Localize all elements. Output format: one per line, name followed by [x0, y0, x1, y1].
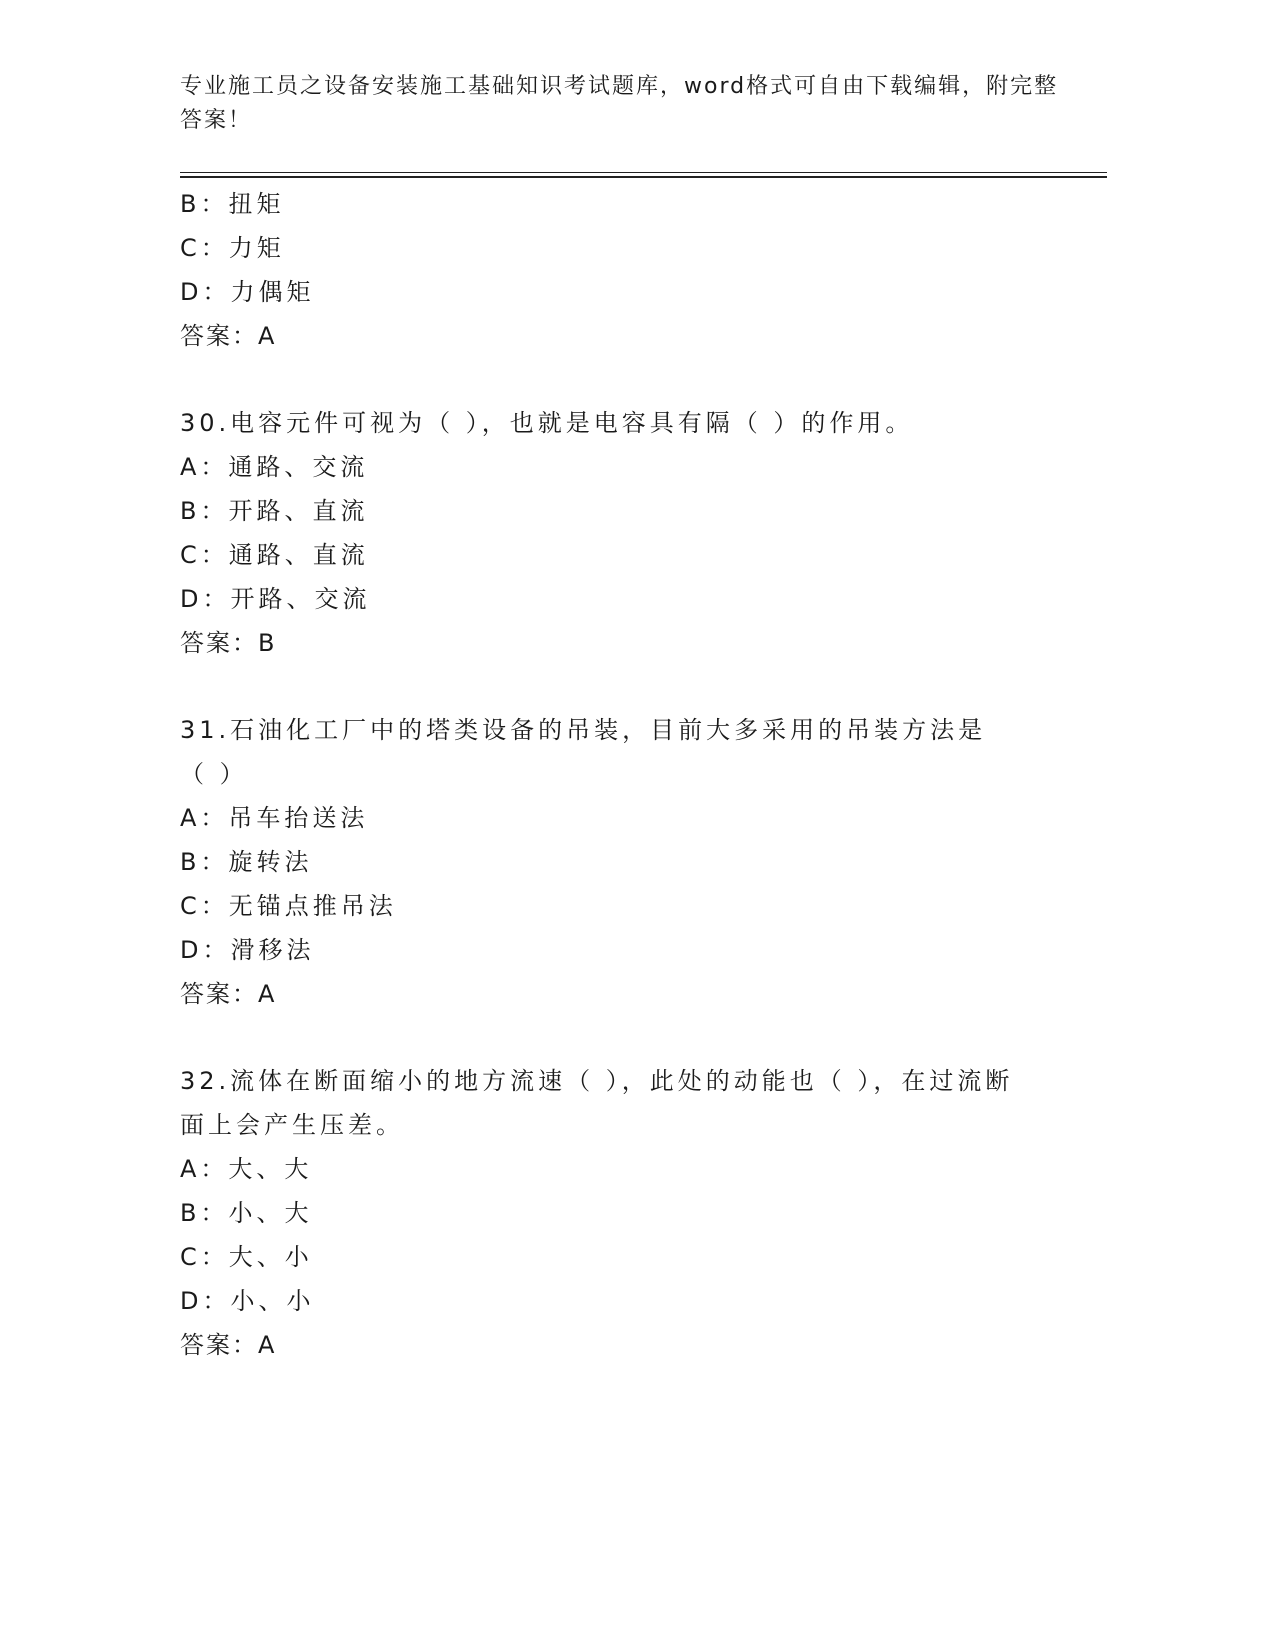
- option-d: D：小、小: [180, 1287, 315, 1315]
- option-c: C：无锚点推吊法: [180, 892, 397, 920]
- option-d: D：开路、交流: [180, 585, 371, 613]
- question-31: [180, 708, 1080, 1016]
- option-a: A：吊车抬送法: [180, 804, 369, 832]
- option-d: D：力偶矩: [180, 278, 315, 306]
- question-stem: 31.石油化工厂中的塔类设备的吊装，目前大多采用的吊装方法是（ ）: [180, 716, 987, 788]
- option-c: C：力矩: [180, 234, 285, 262]
- document-header: 专业施工员之设备安装施工基础知识考试题库，word格式可自由下载编辑，附完整答案！: [180, 74, 1059, 133]
- option-c: C：通路、直流: [180, 541, 369, 569]
- answer-line: 答案：B: [180, 629, 277, 657]
- answer-line: 答案：A: [180, 980, 277, 1008]
- header-divider-thick: [180, 176, 1107, 178]
- option-b: B：开路、直流: [180, 497, 369, 525]
- option-b: B：扭矩: [180, 190, 285, 218]
- question-stem: 30.电容元件可视为（ ），也就是电容具有隔（ ）的作用。: [180, 409, 914, 437]
- option-a: A：大、大: [180, 1155, 313, 1183]
- question-32: [180, 1059, 1080, 1367]
- answer-line: 答案：A: [180, 322, 277, 350]
- option-d: D：滑移法: [180, 936, 315, 964]
- answer-line: 答案：A: [180, 1331, 277, 1359]
- question-list: [180, 182, 1080, 1367]
- option-a: A：通路、交流: [180, 453, 369, 481]
- option-b: B：小、大: [180, 1199, 313, 1227]
- option-b: B：旋转法: [180, 848, 313, 876]
- question-stem: 32.流体在断面缩小的地方流速（ ），此处的动能也（ ），在过流断面上会产生压差。: [180, 1067, 1014, 1139]
- question-30: [180, 401, 1080, 665]
- header-divider-thin: [180, 172, 1107, 173]
- option-c: C：大、小: [180, 1243, 313, 1271]
- question-29-continued: [180, 182, 1080, 358]
